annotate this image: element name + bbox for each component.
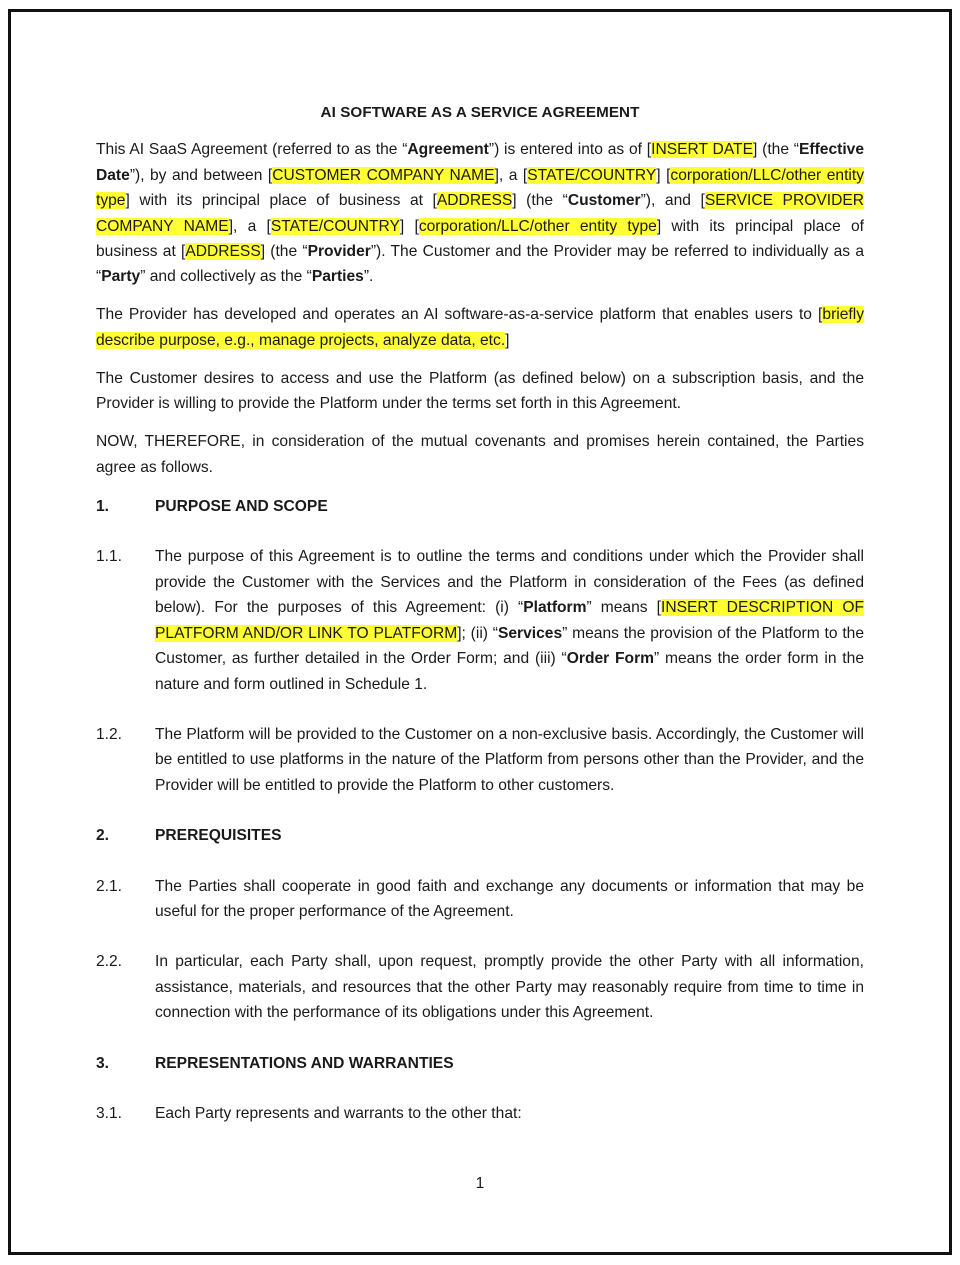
clause-text: The Parties shall cooperate in good faith and exchange any documents or information that may be useful for the proper performance of the Agreement. [155,877,864,920]
clause-number: 1.1. [96,548,123,566]
clause-number: 2.1. [96,877,123,895]
placeholder-provider-address: ADDRESS [185,243,261,261]
intro-text: ] [ [656,166,671,184]
purpose-text: ] [505,331,510,349]
clause-text-part: ]; (ii) “ [457,624,498,642]
defined-term-parties: Parties [311,268,364,286]
intro-text: ], a [ [228,217,271,235]
intro-text: ”). The Customer and the Provider may be referred to individually as a “ [96,243,864,286]
clause-text-part: ” means [ [586,599,661,617]
intro-text: ] [ [399,217,419,235]
clause-text: The Platform will be provided to the Customer on a non-exclusive basis. Accordingly, the Customer will be entitled to use platforms in the nature of the Platform from persons other than the Provider, and the Provider will be entitled to provide the Platform to other customers. [155,725,864,794]
intro-text: ] with its principal place of business at [ [96,217,864,261]
clause-1-1 [96,544,864,696]
defined-term-party: Party [101,268,141,286]
clause-number: 2.2. [96,953,123,971]
section-number: 3. [96,1054,110,1072]
now-therefore-paragraph: NOW, THEREFORE, in consideration of the mutual covenants and promises herein contained, the Parties agree as follows. [96,433,864,476]
intro-text: ] (the “ [260,243,308,261]
section-title: REPRESENTATIONS AND WARRANTIES [155,1054,454,1072]
intro-text: This AI SaaS Agreement (referred to as the “ [96,141,408,159]
defined-term-agreement: Agreement [407,141,489,159]
placeholder-purpose-description: briefly describe purpose, e.g., manage projects, analyze data, etc. [96,306,864,349]
intro-text: ”), and [ [640,192,705,210]
placeholder-customer-entity-type: corporation/LLC/other entity type [96,166,864,210]
defined-term-customer: Customer [567,192,641,210]
intro-text: ”), by and between [ [129,166,273,184]
clause-text-part: ” means the order form in the nature and form outlined in Schedule 1. [155,650,864,693]
clause-text [155,544,864,696]
clause-2-1 [96,874,864,925]
intro-text: ] (the “ [753,141,799,159]
document-title: AI SOFTWARE AS A SERVICE AGREEMENT [320,104,640,121]
section-heading-2 [96,823,864,848]
clause-number: 3.1. [96,1104,123,1122]
placeholder-platform-description: INSERT DESCRIPTION OF PLATFORM AND/OR LINK TO PLATFORM [155,599,864,642]
section-number: 2. [96,827,110,845]
intro-text: ] with its principal place of business at [ [125,192,437,210]
section-title: PURPOSE AND SCOPE [155,498,328,516]
clause-2-2 [96,949,864,1025]
intro-paragraph [96,137,864,289]
clause-text: Each Party represents and warrants to the other that: [155,1104,522,1122]
clause-3-1 [96,1101,864,1126]
placeholder-provider-state-country: STATE/COUNTRY [270,217,400,235]
purpose-text: The Provider has developed and operates an AI software-as-a-service platform that enables users to [ [96,306,823,324]
placeholder-provider-company-name: SERVICE PROVIDER COMPANY NAME [96,192,865,235]
placeholder-provider-entity-type: corporation/LLC/other entity type [418,217,657,235]
clause-text-part: The purpose of this Agreement is to outline the terms and conditions under which the Provider shall provide the Customer with the Services and the Platform in consideration of the Fees (as defined below). For the purposes of this Agreement: (i) “ [155,548,864,617]
intro-text: ], a [ [494,166,528,184]
intro-text: ] (the “ [512,192,568,210]
placeholder-insert-date: INSERT DATE [651,141,753,159]
clause-1-2 [96,722,864,798]
defined-term-provider: Provider [307,243,371,261]
desire-paragraph: The Customer desires to access and use the Platform (as defined below) on a subscription basis, and the Provider is willing to provide the Platform under the terms set forth in this Agreement. [96,369,864,413]
placeholder-customer-state-country: STATE/COUNTRY [527,166,657,184]
placeholder-customer-address: ADDRESS [436,192,513,210]
document-body [96,100,864,1151]
section-heading-1 [96,494,864,519]
defined-term-platform: Platform [523,599,587,617]
clause-number: 1.2. [96,725,123,743]
intro-text: ”) is entered into as of [ [488,141,652,159]
page-number: 1 [475,1175,485,1192]
placeholder-customer-company-name: CUSTOMER COMPANY NAME [272,166,495,184]
clause-text-part: ” means the provision of the Platform to the Customer, as further detailed in the Order Form; and (iii) “ [155,624,864,668]
section-title: PREREQUISITES [155,827,282,845]
clause-text: In particular, each Party shall, upon request, promptly provide the other Party with all information, assistance, materials, and resources that the other Party may reasonably require from time to time in connection with the performance of its obligations under this Agreement. [155,953,864,1022]
defined-term-services: Services [497,624,563,642]
section-heading-3 [96,1051,864,1076]
intro-text: ” and collectively as the “ [140,268,312,286]
section-number: 1. [96,498,110,516]
defined-term-effective-date: Effective Date [96,141,865,184]
purpose-paragraph [96,302,864,353]
intro-text: ”. [363,268,374,286]
defined-term-order-form: Order Form [566,650,655,668]
